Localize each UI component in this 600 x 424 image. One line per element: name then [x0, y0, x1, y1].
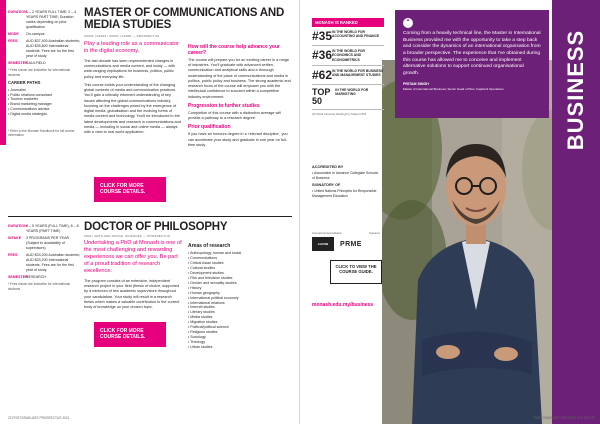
business-website-link[interactable]: monash.edu.my/business — [312, 302, 374, 308]
testimonial-role: Master of International Business; Senior Head of Plan, Capital & Operations — [403, 86, 504, 91]
subheading: Prior qualification — [188, 124, 231, 131]
list-item: • Public relations consultant — [8, 93, 80, 98]
masters-course-details-button[interactable]: CLICK FOR MORE COURSE DETAILS. — [94, 177, 166, 202]
accredited-heading: ACCREDITED BY — [312, 165, 344, 169]
page-number-right: POSTGRADUATE PROSPECTUS 2021 23 — [533, 416, 595, 420]
rankings-heading: MONASH IS RANKED — [312, 18, 384, 27]
phd-course-details-button[interactable]: CLICK FOR MORE COURSE DETAILS. — [94, 322, 166, 347]
areas-of-research-title: Areas of research — [188, 243, 231, 249]
business-band — [552, 0, 600, 424]
fact-row: FEES AUD $33,200 Australian students; AUD $33,200 International students. Fees are for the first year of study — [8, 253, 80, 272]
phd-section — [8, 220, 292, 415]
list-item: • Cultural studies — [188, 266, 292, 271]
career-note: * Refer to the Monash Handbook for full course information — [8, 128, 75, 138]
masters-col-a — [84, 41, 182, 138]
section-divider — [8, 216, 292, 217]
phd-col-a — [84, 240, 182, 313]
list-item: • Gender and sexuality studies — [188, 281, 292, 286]
phd-facts — [8, 224, 80, 294]
list-item: • Sociology — [188, 335, 292, 340]
paragraph: If you have an honours degree in a 'relevant discipline', you can accelerate your study and graduate in one year on full-time study. — [188, 132, 288, 147]
fact-row: INTAKE 3 PROGRAMS PER YEAR (Subject to availability of supervisors) — [8, 236, 70, 250]
paragraph: The last decade has seen unprecedented changes in communications and media content, and today — with wide-ranging implications for business, politics, public policy and everyday life. — [84, 58, 176, 79]
signatory-list — [312, 189, 380, 198]
list-item: • Theology — [188, 340, 292, 345]
ranking-number: TOP 50 — [312, 86, 331, 106]
masters-col-b — [188, 41, 292, 151]
fact-row: MODE On-campus — [8, 31, 45, 36]
ranking-number: #62 — [312, 67, 333, 82]
testimonial-name: PRITAM SINGH — [403, 81, 429, 86]
list-item: • Internet studies — [188, 305, 292, 310]
list-item: • Digital media strategist. — [8, 112, 80, 117]
ranking-row — [312, 66, 384, 85]
ranking-number: #36 — [312, 48, 333, 62]
list-item: • International relations — [188, 301, 292, 306]
masters-lead: Play a leading role as a communicator in the digital economy. — [84, 41, 179, 54]
masters-title: MASTER OF COMMUNICATIONS AND MEDIA STUDIES — [84, 7, 285, 31]
phd-course-code: 0001 | ARTS AND SOCIAL SCIENCES — PROSPECTUS — [84, 234, 170, 238]
list-item: • Association to Advance Collegiate Schools of Business — [312, 171, 380, 180]
aacsb-logo: AACSB — [312, 237, 334, 251]
list-item: • United Nations Principles for Responsible Management Education — [312, 189, 380, 198]
list-item: • Human geography — [188, 291, 292, 296]
subheading: How will the course help advance your career? — [188, 44, 280, 56]
testimonial-text: Coming from a heavily technical line, the Master in International Business provided me with the opportunity to take a step back and consider the dynamics of an international organisation from a broader perspective. The experience that I've obtained during this course has allowed me to conceive and implement alternative solutions to support continued organisational growth. — [403, 31, 541, 77]
logo-label: International Accreditation — [312, 232, 342, 235]
list-item: • Brand marketing manager — [8, 102, 80, 107]
fact-row: DURATION 1 – 2 YEARS FULL TIME; 2 – 4 YEARS PART TIME; Duration varies depending on prior qualification — [8, 10, 77, 29]
signatory-heading: SIGNATORY OF — [312, 183, 341, 188]
paragraph: This course builds your understanding of the changing global contexts of media and communication practices. You'll gain a critically informed understanding of key issues affecting the global communications industry, focusing on the challenges posed by the emergence of digital media, globalisation and the evolving forms of media content and technology. You'll be introduced to the latest developments and research in communications and media — including in social and online media — always with a view to real world application. — [84, 82, 181, 135]
list-item: • Urban studies — [188, 345, 292, 350]
list-item: • Communications — [188, 256, 292, 261]
list-item: • Tourism marketer — [8, 97, 80, 102]
list-item: • Anthropology, human and social — [188, 251, 292, 256]
subheading: Progression to further studies — [188, 102, 260, 109]
list-item: • Development studies — [188, 271, 292, 276]
ranking-number: #35 — [312, 29, 333, 43]
list-item: • Critical Asian studies — [188, 261, 292, 266]
list-item: • Migration studies — [188, 320, 292, 325]
fact-row: FEES AUD $37,400 Australian students; AUD $35,800 International students. Fees are for the first year of study — [8, 39, 80, 58]
accreditation-logos — [312, 232, 380, 251]
fact-row: SEMESTER CAULFIELD — [8, 61, 46, 66]
logo-labels — [312, 232, 380, 235]
career-paths-list — [8, 88, 80, 117]
ranking-text: IN THE WORLD FOR BUSINESS AND MANAGEMENT STUDIES — [332, 68, 384, 77]
quote-icon: “ — [403, 18, 413, 28]
page-number-left: 22 POSTGRADUATE PROSPECTUS 2021 — [8, 416, 70, 420]
phd-lead: Undertaking a PhD at Monash is one of the most challenging and rewarding experiences we can offer you. Be part of a proud tradition of research excellence. — [84, 240, 182, 274]
list-item: • Film and television studies — [188, 276, 292, 281]
areas-of-research-list — [188, 251, 292, 350]
testimonial-box — [395, 10, 549, 118]
rankings-source: QS World University Rankings by Subject 2019 — [312, 112, 367, 116]
facts-note: * Fees shown are indicative for International students — [8, 282, 71, 291]
ranking-row — [312, 27, 384, 46]
list-item: • Communications advisor — [8, 107, 80, 112]
masters-facts — [8, 10, 80, 140]
rankings-panel — [312, 18, 384, 116]
career-paths-title: CAREER PATHS — [8, 80, 41, 86]
ranking-text: IN THE WORLD FOR MARKETING — [335, 87, 369, 96]
masters-course-code: A6002 | A6003 | A6004 | A6005 — PROSPECTUS — [84, 34, 160, 38]
logo-row — [312, 237, 380, 251]
list-item: • Religious studies — [188, 330, 292, 335]
course-guide-button[interactable]: CLICK TO VIEW THE COURSE GUIDE. — [330, 260, 382, 284]
list-item: • Journalist — [8, 88, 80, 93]
ranking-row — [312, 46, 384, 66]
accreditation-panel — [312, 162, 380, 199]
faculty-tab-label: ARTS AND SOCIAL SCIENCES — [0, 33, 6, 113]
business-label: BUSINESS — [563, 29, 589, 151]
phd-col-b — [188, 240, 292, 350]
paragraph: The program consists of an extensive, independent research project in your field (thesis of choice, supported by a minimum of two academic supervisors throughout your candidature. Your study will result in a research thesis which makes a valuable contribution to the current body of knowledge on your chosen topic. — [84, 278, 180, 310]
business-label-wrap — [554, 30, 598, 150]
prme-logo: PRME — [340, 240, 362, 248]
ranking-row — [312, 85, 384, 110]
ranking-text: IN THE WORLD FOR ECONOMICS AND ECONOMETRICS — [332, 49, 365, 62]
fact-row: SEMESTER RESEARCH — [8, 275, 46, 280]
list-item: • International political economy — [188, 296, 292, 301]
accredited-list — [312, 171, 380, 180]
paragraph: The course will prepare you for an exciting career in a range of industries. You'll graduate with advanced written, communication and analytical skills and a thorough understanding of the place of communications and media in politics, public policy and business. The strong academic and research focus of the course will empower you with the intellectual confidence to succeed within a competitive industry environment. — [188, 58, 291, 99]
phd-title: DOCTOR OF PHILOSOPHY — [84, 221, 228, 233]
masters-section — [8, 7, 292, 215]
list-item: • Literary studies — [188, 310, 292, 315]
list-item: • History — [188, 286, 292, 291]
fact-row: DURATION 4 – 5 YEARS (FULL TIME), 6 – 8 YEARS (PART TIME) — [8, 224, 79, 233]
facts-note: * Fees shown are indicative for International students — [8, 68, 71, 77]
paragraph: Completion of this course with a distinction average will provide a pathway to a research degree. — [188, 110, 281, 121]
ranking-text: IN THE WORLD FOR ACCOUNTING AND FINANCE — [332, 30, 380, 39]
list-item: • Media studies — [188, 315, 292, 320]
list-item: • Political/political science — [188, 325, 292, 330]
logo-label: Signatory — [369, 232, 380, 235]
